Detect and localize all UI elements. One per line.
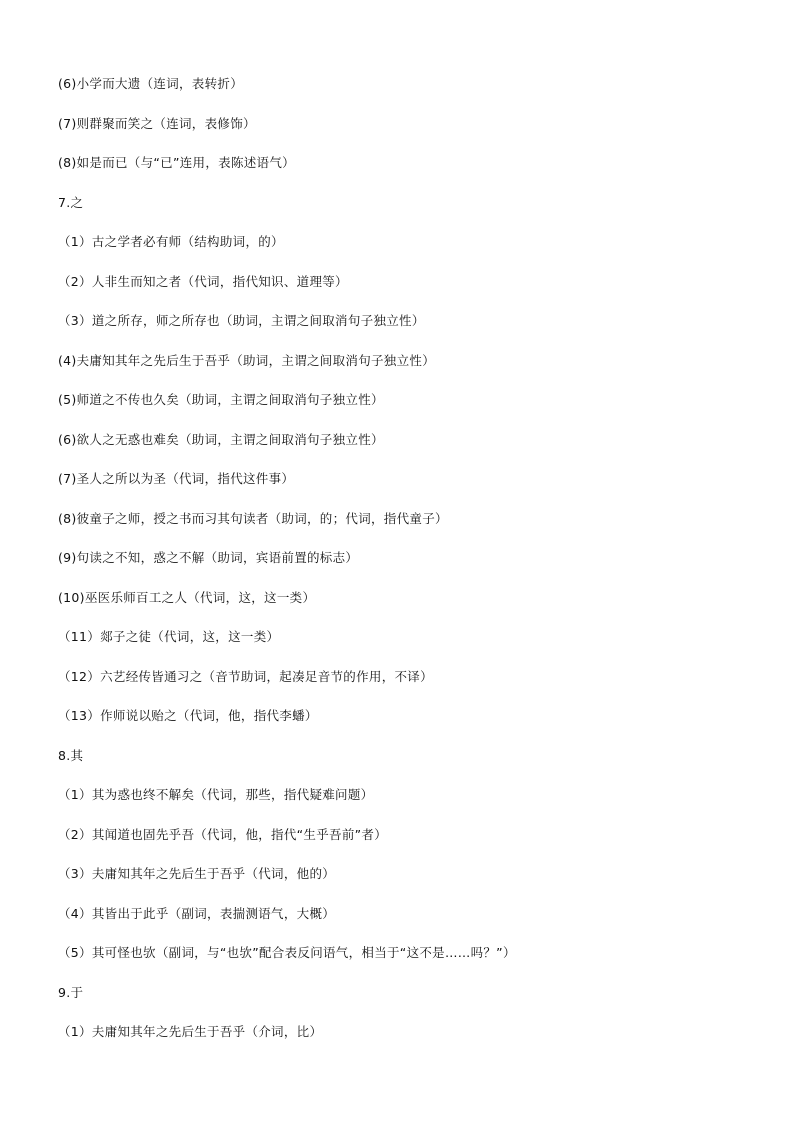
text-line: (7)圣人之所以为圣（代词，指代这件事） — [58, 471, 295, 486]
section-heading: 8.其 — [58, 748, 84, 763]
text-line: （3）道之所存，师之所存也（助词，主谓之间取消句子独立性） — [58, 313, 425, 328]
text-line: (5)师道之不传也久矣（助词，主谓之间取消句子独立性） — [58, 392, 384, 407]
text-line: （1）其为惑也终不解矣（代词，那些，指代疑难问题） — [58, 787, 374, 802]
text-line: (8)如是而已（与“已”连用，表陈述语气） — [58, 155, 295, 170]
text-line: （2）其闻道也固先乎吾（代词，他，指代“生乎吾前”者） — [58, 827, 388, 842]
text-line: (8)彼童子之师，授之书而习其句读者（助词，的；代词，指代童子） — [58, 511, 448, 526]
text-line: （2）人非生而知之者（代词，指代知识、道理等） — [58, 274, 348, 289]
text-line: (7)则群聚而笑之（连词，表修饰） — [58, 116, 256, 131]
text-line: （11）郯子之徒（代词，这，这一类） — [58, 629, 280, 644]
text-line: （5）其可怪也欤（副词，与“也欤”配合表反问语气，相当于“这不是……吗？”） — [58, 945, 516, 960]
text-line: (6)小学而大遗（连词，表转折） — [58, 76, 244, 91]
text-line: (6)欲人之无惑也难矣（助词，主谓之间取消句子独立性） — [58, 432, 384, 447]
text-line: （1）古之学者必有师（结构助词，的） — [58, 234, 284, 249]
text-line: （1）夫庸知其年之先后生于吾乎（介词，比） — [58, 1024, 323, 1039]
section-heading: 9.于 — [58, 985, 84, 1000]
text-line: （13）作师说以贻之（代词，他，指代李蟠） — [58, 708, 318, 723]
text-line: (9)句读之不知，惑之不解（助词，宾语前置的标志） — [58, 550, 359, 565]
text-line: （3）夫庸知其年之先后生于吾乎（代词，他的） — [58, 866, 336, 881]
text-line: （4）其皆出于此乎（副词，表揣测语气，大概） — [58, 906, 336, 921]
section-heading: 7.之 — [58, 195, 84, 210]
text-line: (4)夫庸知其年之先后生于吾乎（助词，主谓之间取消句子独立性） — [58, 353, 436, 368]
text-line: (10)巫医乐师百工之人（代词，这，这一类） — [58, 590, 316, 605]
text-line: （12）六艺经传皆通习之（音节助词，起凑足音节的作用，不译） — [58, 669, 433, 684]
